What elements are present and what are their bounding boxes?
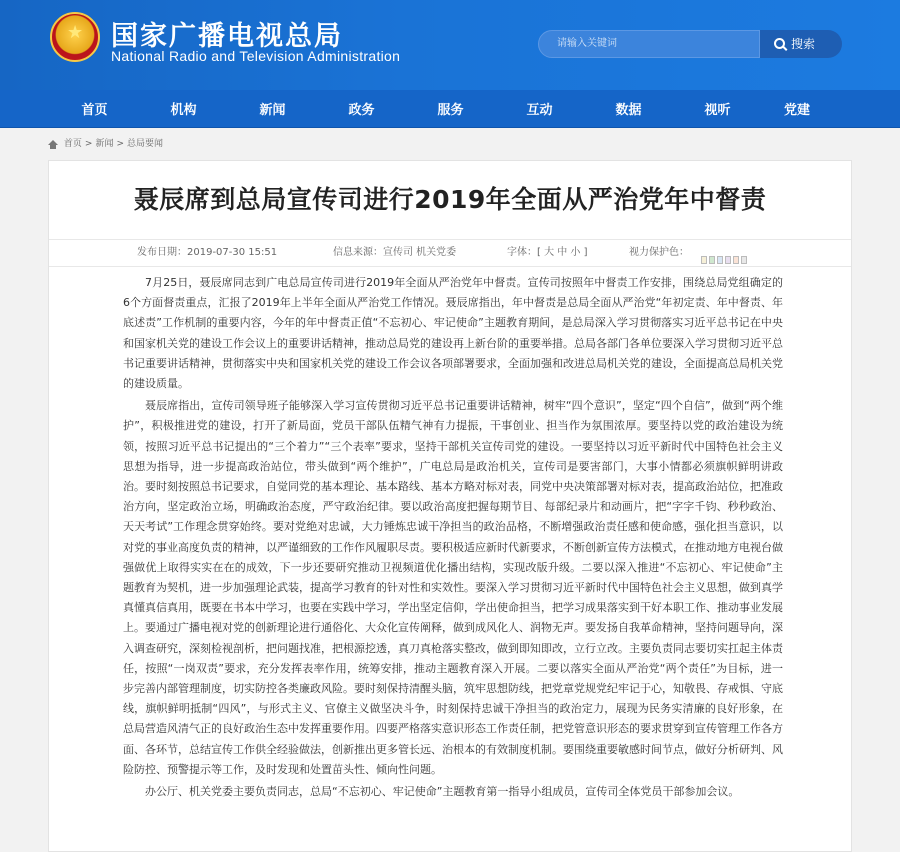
swatch-5[interactable] bbox=[741, 256, 747, 264]
nav-item-data[interactable]: 数据 bbox=[615, 103, 642, 118]
article-paragraph: 办公厅、机关党委主要负责同志，总局“不忘初心、牢记使命”主题教育第一指导小组成员，宣传司全体党员干部参加会议。 bbox=[145, 785, 740, 799]
article-paragraph: 聂辰席指出，宣传司领导班子能够深入学习宣传贯彻习近平总书记重要讲话精神，树牢“四个意识”，坚定“四个自信”，做到“两个维护”，积极推进党的建设，打开了新局面，党员干部队伍精气神有力提振，干事创业、担当作为氛围浓厚。要坚持以党的政治建设为统领，按照习近平总书记提出的“三个着力”“三个表率”要求，坚持干部机关宣传司党的建设。一要坚持以习近平新时代中国特色社会主义思想为指导，进一步提高政治站位，带头做到“两个维护”，广电总局是政治机关，宣传司是要害部门，大事小情都必须旗帜鲜明讲政治。要时刻按照总书记要求，自觉同党的基本理论、基本路线、基本方略对标对表，同党中央决策部署对标对表，提高政治站位，把准政治方向，坚定政治立场，明确政治态度，严守政治纪律。要以政治高度把握每期节目、每部纪录片和动画片，把“字字千钧、秒秒政治、天天考试”工作理念贯穿始终。要对党绝对忠诚，大力锤炼忠诚干净担当的政治品格，不断增强政治责任感和使命感，强化担当意识，以对党的事业高度负责的精神，以严谨细致的工作作风履职尽责。要积极适应新时代新要求，不断创新宣传方法模式，在推动地方电视台做强做优上取得实实在在的成效，下一步还要研究推动卫视频道优化播出结构，实现改版升级。二要以深入推进“不忘初心、牢记使命”主题教育为契机，进一步加强理论武装，提高学习教育的针对性和实效性。要深入学习贯彻习近平新时代中国特色社会主义思想，做到真学真懂真信真用，既要在书本中学习，也要在实践中学习，学出坚定信仰，学出使命担当，把学习成果落实到干好本职工作、推动事业发展上。要通过广播电视对党的创新理论进行通俗化、大众化宣传阐释，做到成风化人、润物无声。要发扬自我革命精神，坚持问题导向，深入调查研究，深刻检视剖析，把问题找准，把根源挖透，真刀真枪落实整改，做到即知即改，立行立改。主要负责同志要切实扛起主体责任，按照“一岗双责”要求，充分发挥表率作用，统筹安排，推动主题教育深入开展。二要以落实全面从严治党“两个责任”为目标，进一步完善内部管理制度，切实防控各类廉政风险。要时刻保持清醒头脑，筑牢思想防线，把党章党规党纪牢记于心，知敬畏、存戒惧、守底线，旗帜鲜明抵制“四风”，与形式主义、官僚主义做坚决斗争，时刻保持忠诚干净担当的政治定力，展现为民务实清廉的良好形象，在总局营造风清气正的良好政治生态中发挥重要作用。四要严格落实意识形态工作责任制，把党管意识形态的要求贯穿到宣传管理工作各方面、各环节，总结宣传工作供全经验做法，创新推出更多管长远、治根本的有效制度机制。要围绕重要敏感时间节点，做好分析研判、风险防控、预警提示等工作，及时发现和处置苗头性、倾向性问题。 bbox=[123, 399, 783, 776]
breadcrumb-current[interactable]: 总局要闻 bbox=[127, 139, 164, 149]
search-icon bbox=[774, 38, 785, 49]
breadcrumb-news[interactable]: 新闻 bbox=[95, 139, 114, 149]
swatch-0[interactable] bbox=[701, 256, 707, 264]
swatch-4[interactable] bbox=[733, 256, 739, 264]
nav-item-interaction[interactable]: 互动 bbox=[526, 103, 553, 118]
nav-item-news[interactable]: 新闻 bbox=[259, 103, 286, 118]
nav-item-audiovisual[interactable]: 视听 bbox=[704, 103, 731, 118]
font-size-control[interactable]: 字体：[ 大 中 小 ] bbox=[507, 247, 588, 258]
nav-item-party[interactable]: 党建 bbox=[783, 103, 810, 118]
site-header bbox=[0, 0, 900, 90]
swatch-3[interactable] bbox=[725, 256, 731, 264]
nav-item-government[interactable]: 政务 bbox=[348, 103, 375, 118]
nav-item-services[interactable]: 服务 bbox=[437, 103, 464, 118]
info-source: 信息来源：宣传司 机关党委 bbox=[333, 247, 457, 258]
color-swatches bbox=[701, 249, 749, 275]
swatch-1[interactable] bbox=[709, 256, 715, 264]
article-body bbox=[123, 273, 783, 804]
article-container bbox=[48, 160, 852, 852]
home-icon bbox=[48, 140, 58, 145]
breadcrumb-home[interactable]: 首页 bbox=[63, 139, 82, 149]
eye-protect-label: 视力保护色： bbox=[629, 247, 689, 258]
national-emblem-icon[interactable]: ★ bbox=[50, 12, 100, 62]
search-input[interactable]: 请输入关键词 bbox=[538, 30, 760, 58]
article-title: 聂辰席到总局宣传司进行2019年全面从严治党年中督责 bbox=[133, 185, 767, 214]
nav-item-home[interactable]: 首页 bbox=[81, 103, 108, 118]
article-meta bbox=[49, 239, 851, 267]
main-nav bbox=[0, 90, 900, 128]
publish-date: 发布日期：2019-07-30 15:51 bbox=[137, 247, 278, 258]
search-button-label: 搜索 bbox=[791, 37, 816, 51]
swatch-2[interactable] bbox=[717, 256, 723, 264]
site-title-en: National Radio and Television Administration bbox=[111, 48, 401, 64]
site-title-cn[interactable]: 国家广播电视总局 bbox=[111, 21, 343, 52]
article-paragraph: 7月25日，聂辰席同志到广电总局宣传司进行2019年全面从严治党年中督责。宣传司按照年中督责工作安排，围绕总局党组确定的6个方面督责重点，汇报了2019年上半年全面从严治党工作情况。聂辰席指出，年中督责是总局全面从严治党“年初定责、年中督责、年底述责”工作机制的重要内容，今年的年中督责正值“不忘初心、牢记使命”主题教育期间，是总局深入学习贯彻落实习近平总书记在中央和国家机关党的建设工作会议上的重要讲话精神，推动总局党的建设再上新台阶的重要举措。总局各部门各单位要深入学习贯彻习近平总书记重要讲话精神，贯彻落实中央和国家机关党的建设工作会议各项部署要求，全面加强和改进总局机关党的建设，全面提高总局机关党的建设质量。 bbox=[123, 276, 783, 391]
breadcrumb: 首页 > 新闻 > 总局要闻 bbox=[0, 128, 900, 156]
nav-item-organization[interactable]: 机构 bbox=[170, 103, 197, 118]
search-button[interactable] bbox=[760, 30, 842, 58]
